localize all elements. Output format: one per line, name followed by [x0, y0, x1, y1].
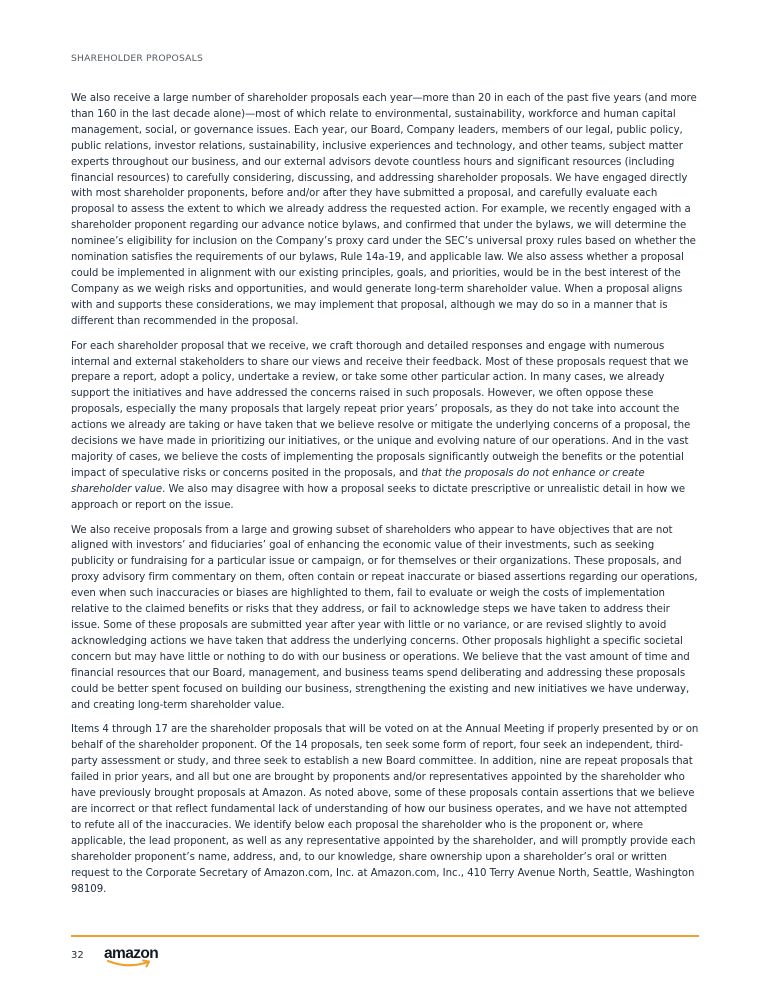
paragraph-1: We also receive a large number of shareholder proposals each year—more than 20 in each of the past five years (and more than 160 in the last decade alone)—most of which relate to environmental, sustainability, workforce and human capital management, social, or governance issues. Each year, our Board, Company leaders, members of our legal, public policy, public relations, investor relations, sustainability, inclusive experiences and technology, and other teams, subject matter experts throughout our business, and our external advisors devote countless hours and significant resources (including financial resources) to carefully considering, discussing, and addressing shareholder proposals. We have engaged directly with most shareholder proponents, before and/or after they have submitted a proposal, and carefully evaluate each proposal to assess the extent to which we already address the requested action. For example, we recently engaged with a shareholder proponent regarding our advance notice bylaws, and confirmed that under the bylaws, we will determine the nominee’s eligibility for inclusion on the Company’s proxy card under the SEC’s universal proxy rules based on whether the nomination satisfies the requirements of our bylaws, Rule 14a-19, and applicable law. We also assess whether a proposal could be implemented in alignment with our existing principles, goals, and priorities, would be in the best interest of the Company as we weigh risks and opportunities, and would generate long-term shareholder value. When a proposal aligns with and supports these considerations, we may implement that proposal, although we may do so in a manner that is different than recommended in the proposal. — [71, 93, 697, 327]
paragraph-2-text-end: . We also may disagree with how a proposal seeks to dictate prescriptive or unrealistic detail in how we approach or report on the issue. — [71, 483, 686, 511]
body-content — [71, 91, 699, 906]
section-title: SHAREHOLDER PROPOSALS — [71, 53, 204, 64]
paragraph-3: We also receive proposals from a large and growing subset of shareholders who appear to have objectives that are not aligned with investors’ and fiduciaries’ goal of enhancing the economic value of their investments, such as seeking publicity or fundraising for a particular issue or campaign, or for themselves or their organizations. These proposals, and proxy advisory firm commentary on them, often contain or repeat inaccurate or biased assertions regarding our operations, even when such inaccuracies or biases are highlighted to them, fail to evaluate or weigh the costs of implementation relative to the claimed benefits or risks that they address, or fail to acknowledge steps we have taken to address their issue. Some of these proposals are submitted year after year with little or no variance, or are revised slightly to avoid acknowledging actions we have taken that address the underlying concerns. Other proposals highlight a specific societal concern but may have little or nothing to do with our business or operations. We believe that the vast amount of time and financial resources that our Board, management, and business teams spend deliberating and addressing these proposals could be better spent focused on building our business, strengthening the existing and new initiatives we have underway, and creating long-term shareholder value. — [71, 524, 698, 711]
page-number: 32 — [71, 950, 84, 961]
paragraph-2-text-start: For each shareholder proposal that we receive, we craft thorough and detailed responses and engage with numerous internal and external stakeholders to share our views and receive their feedback. Most of these proposals request that we prepare a report, adopt a policy, undertake a review, or take some other particular action. In many cases, we already support the initiatives and have addressed the concerns raised in such proposals. However, we often oppose these proposals, especially the many proposals that largely repeat prior years’ proposals, as they do not take into account the actions we already are taking or have taken that we believe resolve or mitigate the underlying concerns of a proposal, the decisions we have made in prioritizing our initiatives, or the unique and evolving nature of our operations. And in the vast majority of cases, we believe the costs of implementing the proposals significantly outweigh the benefits or the potential impact of speculative risks or concerns posited in the proposals, and — [71, 340, 691, 479]
footer-divider — [71, 935, 699, 937]
amazon-logo — [104, 945, 164, 971]
paragraph-2-emphasis: that the proposals do not enhance or create shareholder value — [71, 467, 645, 495]
paragraph-2 — [71, 339, 699, 514]
smile-arrow-icon — [106, 959, 156, 969]
logo-wordmark: amazon — [104, 945, 159, 962]
paragraph-4: Items 4 through 17 are the shareholder proposals that will be voted on at the Annual Meeting if properly presented by or on behalf of the shareholder proponent. Of the 14 proposals, ten seek some form of report, four seek an independent, third-party assessment or study, and three seek to establish a new Board committee. In addition, nine are repeat proposals that failed in prior years, and all but one are brought by proponents and/or representatives appointed by the shareholder who have previously brought proposals at Amazon. As noted above, some of these proposals contain assertions that we believe are incorrect or that reflect fundamental lack of understanding of how our business operates, and we have not attempted to refute all of the inaccuracies. We identify below each proposal the shareholder who is the proponent or, where applicable, the lead proponent, as well as any representative appointed by the shareholder, and will promptly provide each shareholder proponent’s name, address, and, to our knowledge, share ownership upon a shareholder’s oral or written request to the Corporate Secretary of Amazon.com, Inc. at Amazon.com, Inc., 410 Terry Avenue North, Seattle, Washington 98109. — [71, 724, 699, 895]
